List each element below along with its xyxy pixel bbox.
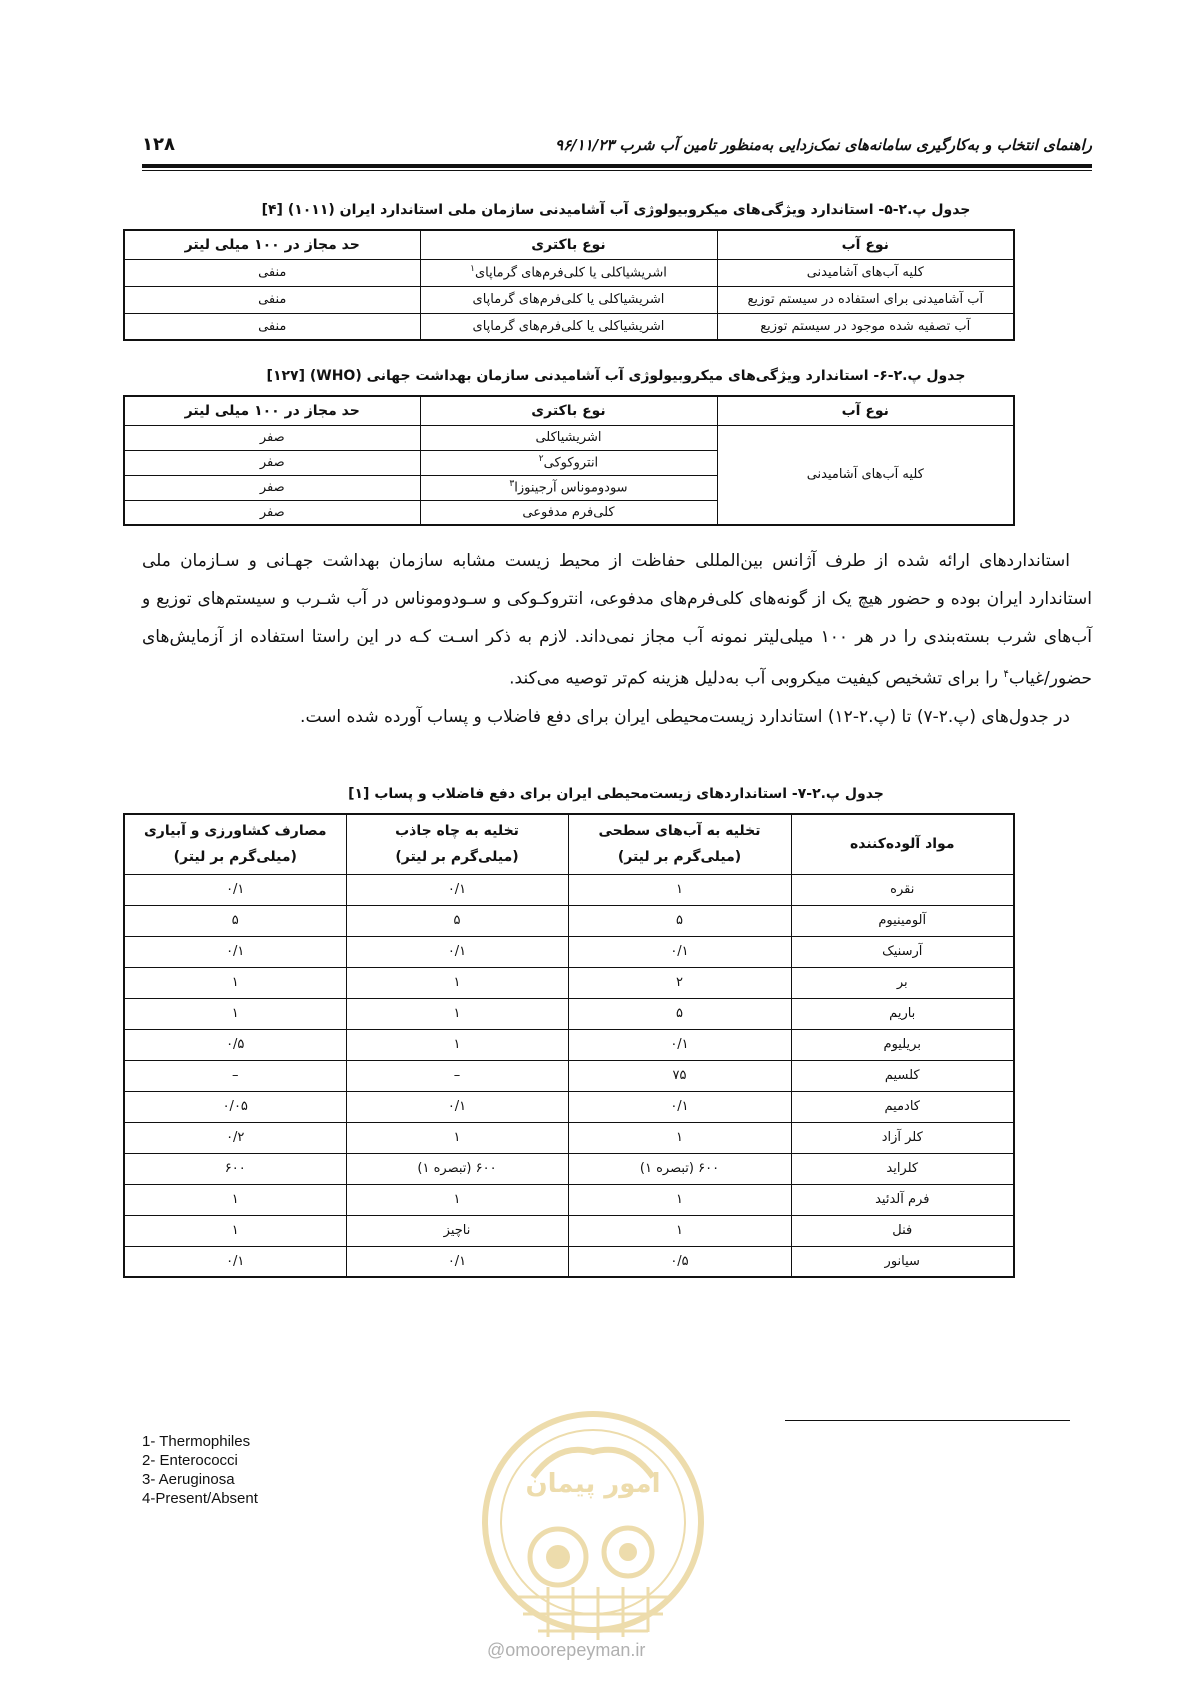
footnote-marker: ۳ xyxy=(509,479,515,490)
footnote-item: 1- Thermophiles xyxy=(142,1433,251,1450)
table-cell: ۷۵ xyxy=(568,1060,791,1091)
table-row xyxy=(124,1091,1014,1122)
table-cell: اشریشیاکلی یا کلی‌فرم‌های گرماپای xyxy=(420,286,717,313)
table-cell: ۱ xyxy=(124,998,346,1029)
table-row xyxy=(124,286,1014,313)
watermark-site: @omoorepeyman.ir xyxy=(487,1640,646,1660)
table-cell: ۱ xyxy=(346,1122,568,1153)
table-cell: بریلیوم xyxy=(791,1029,1014,1060)
table-cell: ۵ xyxy=(568,998,791,1029)
header-line: (میلی‌گرم بر لیتر) xyxy=(395,849,519,866)
table-cell: ۰/۱ xyxy=(124,1246,346,1277)
table-row xyxy=(124,936,1014,967)
table-cell: ۰/۱ xyxy=(568,1029,791,1060)
table-cell: ۲ xyxy=(568,967,791,998)
table-cell: ۱ xyxy=(346,1184,568,1215)
header-line: (میلی‌گرم بر لیتر) xyxy=(173,849,297,866)
table6 xyxy=(123,395,1015,526)
table-cell: ۰/۱ xyxy=(124,936,346,967)
table-cell: فرم آلدئید xyxy=(791,1184,1014,1215)
footnote-item: 3- Aeruginosa xyxy=(142,1471,235,1488)
table-cell: ۱ xyxy=(124,1215,346,1246)
table-row xyxy=(124,425,1014,450)
table-header xyxy=(568,814,791,874)
table-row xyxy=(124,259,1014,286)
table-row xyxy=(124,1122,1014,1153)
table-header: حد مجاز در ۱۰۰ میلی لیتر xyxy=(124,396,420,425)
table7 xyxy=(123,813,1015,1278)
header-line: مصارف کشاورزی و آبیاری xyxy=(143,823,327,840)
table-cell: ۱ xyxy=(124,1184,346,1215)
table-cell: سیانور xyxy=(791,1246,1014,1277)
table-row xyxy=(124,1153,1014,1184)
table-row xyxy=(124,1184,1014,1215)
table-header: حد مجاز در ۱۰۰ میلی لیتر xyxy=(124,230,420,259)
table-header: نوع آب xyxy=(717,230,1014,259)
table-cell: کلی‌فرم مدفوعی xyxy=(420,500,717,525)
table-cell: ۱ xyxy=(346,998,568,1029)
header-line: تخلیه به آب‌های سطحی xyxy=(598,823,761,840)
table-cell: بر xyxy=(791,967,1014,998)
table-cell: آب آشامیدنی برای استفاده در سیستم توزیع xyxy=(717,286,1014,313)
paragraph-line: را برای تشخیص کیفیت میکروبی آب به‌دلیل هزینه کم‌تر توصیه می‌کند. xyxy=(509,668,1004,689)
table-cell: صفر xyxy=(124,450,420,475)
table-cell-text: اشریشیاکلی یا کلی‌فرم‌های گرماپای xyxy=(474,265,667,281)
table-cell: کادمیم xyxy=(791,1091,1014,1122)
running-title: راهنمای انتخاب و به‌کارگیری سامانه‌های نمک‌زدایی به‌منظور تامین آب شرب ۹۶/۱۱/۲۳ xyxy=(555,136,1092,154)
table-cell: ۰/۱ xyxy=(346,1091,568,1122)
table-header: نوع باکتری xyxy=(420,230,717,259)
table-row xyxy=(124,967,1014,998)
table-cell: منفی xyxy=(124,259,420,286)
table-cell: آرسنیک xyxy=(791,936,1014,967)
page-number: ۱۲۸ xyxy=(142,134,175,155)
table-row xyxy=(124,874,1014,905)
table-cell: ۱ xyxy=(124,967,346,998)
table-cell xyxy=(420,475,717,500)
table7-header-row xyxy=(124,814,1014,874)
table-cell: ۵ xyxy=(568,905,791,936)
table-cell: ۱ xyxy=(568,1122,791,1153)
table-row xyxy=(124,1246,1014,1277)
table-row xyxy=(124,1029,1014,1060)
header-rule-thin xyxy=(142,170,1092,171)
table-cell: اشریشیاکلی xyxy=(420,425,717,450)
table-cell: – xyxy=(124,1060,346,1091)
footnote-marker: ۲ xyxy=(538,454,544,465)
table-cell: منفی xyxy=(124,286,420,313)
table-cell: ۰/۱ xyxy=(346,874,568,905)
table-cell: ۶۰۰ xyxy=(124,1153,346,1184)
table-cell: ۵ xyxy=(346,905,568,936)
watermark-logo-text: امور پیمان xyxy=(525,1469,661,1499)
table-cell: ناچیز xyxy=(346,1215,568,1246)
table-cell: فنل xyxy=(791,1215,1014,1246)
header-line: مواد آلوده‌کننده xyxy=(849,836,955,853)
table-cell: ۰/۱ xyxy=(568,936,791,967)
footnote-item: 2- Enterococci xyxy=(142,1452,238,1469)
table-cell: آلومینیوم xyxy=(791,905,1014,936)
table-cell: کلر آزاد xyxy=(791,1122,1014,1153)
table-header xyxy=(791,814,1014,874)
body-paragraph xyxy=(142,542,1092,736)
table-header xyxy=(124,814,346,874)
page-header xyxy=(142,128,1092,168)
table5-caption: جدول پ.۲-۵- استاندارد ویژگی‌های میکروبیولوژی آب آشامیدنی سازمان ملی استاندارد ایران (۱۰۱۱) [۴] xyxy=(261,202,971,218)
paragraph-text: در جدول‌های (پ.۲-۷) تا (پ.۲-۱۲) استاندارد زیست‌محیطی ایران برای دفع فاضلاب و پساب آورده شده است. xyxy=(300,706,1070,727)
table-header: نوع آب xyxy=(717,396,1014,425)
table-cell: کلسیم xyxy=(791,1060,1014,1091)
table-cell: ۰/۱ xyxy=(124,874,346,905)
table-cell: ۱ xyxy=(568,874,791,905)
table-cell: ۰/۱ xyxy=(568,1091,791,1122)
table-row xyxy=(124,998,1014,1029)
paragraph-line: استانداردهای ارائه شده از طرف آژانس بین‌المللی حفاظت از محیط زیست مشابه سازمان بهداشت جهـانی و سـازمان ملی استاندارد ایران بوده و حضور هیچ یک از گونه‌های کلی‌فرم‌های مدفوعی، انتروکـوکی و سـودوموناس در آب شـرب و سیستم‌های توزیع و آب‌های شرب بسته‌بندی را در هر ۱۰۰ میلی‌لیتر نمونه آب مجاز نمی‌داند. لازم به ذکر اسـت کـه در این راستا استفاده از آزمایش‌های حضور/غیاب xyxy=(142,551,1092,689)
table-cell: صفر xyxy=(124,425,420,450)
table-header: نوع باکتری xyxy=(420,396,717,425)
footnote-marker: ۱ xyxy=(470,264,475,275)
table-cell: ۵ xyxy=(124,905,346,936)
table-cell: ۰/۵ xyxy=(124,1029,346,1060)
table-cell-water-type: کلیه آب‌های آشامیدنی xyxy=(717,425,1014,525)
table-cell: ۰/۰۵ xyxy=(124,1091,346,1122)
paragraph-text xyxy=(142,542,1092,698)
table-cell: آب تصفیه شده موجود در سیستم توزیع xyxy=(717,313,1014,340)
footnote-rule xyxy=(785,1420,1070,1421)
table-cell: اشریشیاکلی یا کلی‌فرم‌های گرماپای xyxy=(420,313,717,340)
table-row xyxy=(124,1060,1014,1091)
table-cell: کلراید xyxy=(791,1153,1014,1184)
header-line: تخلیه به چاه جاذب xyxy=(395,823,519,840)
table-cell: ۱ xyxy=(568,1184,791,1215)
table-cell: ۱ xyxy=(346,1029,568,1060)
footnote-marker: ۴ xyxy=(1003,669,1009,680)
table5 xyxy=(123,229,1015,341)
table-cell xyxy=(420,259,717,286)
table5-header-row xyxy=(124,230,1014,259)
table-cell: ۶۰۰ (تبصره ۱) xyxy=(568,1153,791,1184)
header-line: (میلی‌گرم بر لیتر) xyxy=(617,849,742,866)
table-cell: ۱ xyxy=(346,967,568,998)
table6-caption: جدول پ.۲-۶- استاندارد ویژگی‌های میکروبیولوژی آب آشامیدنی سازمان بهداشت جهانی (WHO) [۱۲۷] xyxy=(266,368,966,384)
table-cell: – xyxy=(346,1060,568,1091)
table6-header-row xyxy=(124,396,1014,425)
table-row xyxy=(124,313,1014,340)
watermark-logo xyxy=(478,1382,708,1662)
table-cell: صفر xyxy=(124,475,420,500)
table-cell: صفر xyxy=(124,500,420,525)
table-cell: کلیه آب‌های آشامیدنی xyxy=(717,259,1014,286)
table-cell xyxy=(420,450,717,475)
table-row xyxy=(124,905,1014,936)
footnotes xyxy=(142,1432,258,1508)
table-cell-text: انتروکوکی xyxy=(543,455,599,471)
table-cell: باریم xyxy=(791,998,1014,1029)
table7-caption: جدول پ.۲-۷- استانداردهای زیست‌محیطی ایران برای دفع فاضلاب و پساب [۱] xyxy=(348,786,884,802)
table-cell-text: سودوموناس آرجینوزا xyxy=(514,480,628,496)
table-cell: منفی xyxy=(124,313,420,340)
table-cell: ۰/۱ xyxy=(346,1246,568,1277)
table-header xyxy=(346,814,568,874)
table-cell: نقره xyxy=(791,874,1014,905)
table-row xyxy=(124,1215,1014,1246)
footnote-item: 4-Present/Absent xyxy=(142,1490,258,1507)
table-cell: ۱ xyxy=(568,1215,791,1246)
table-cell: ۰/۵ xyxy=(568,1246,791,1277)
header-rule xyxy=(142,164,1092,168)
table-cell: ۶۰۰ (تبصره ۱) xyxy=(346,1153,568,1184)
table-cell: ۰/۱ xyxy=(346,936,568,967)
table-cell: ۰/۲ xyxy=(124,1122,346,1153)
